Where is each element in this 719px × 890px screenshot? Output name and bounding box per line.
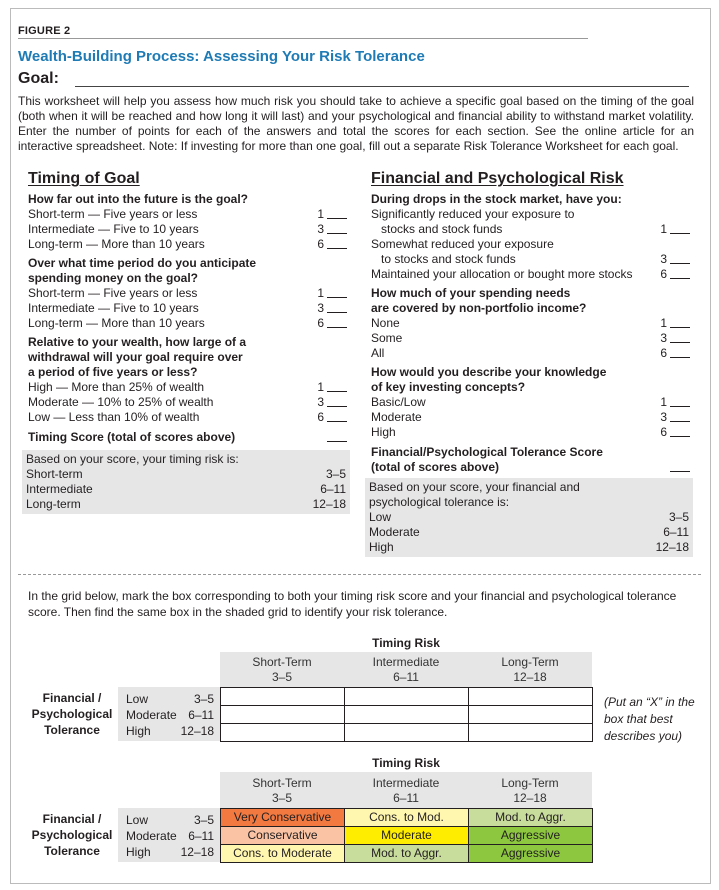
grid1-row-title: Financial / Psychological Tolerance (31, 691, 113, 737)
grid2-row-title: Financial / Psychological Tolerance (31, 812, 113, 858)
points-blank (327, 396, 347, 407)
answer-row[interactable]: High 6 (371, 425, 690, 440)
grid1-row-low: Low 3–5 (126, 692, 214, 706)
points-blank (670, 253, 690, 264)
blank-cell[interactable] (220, 723, 345, 742)
answer-row[interactable]: Moderate 3 (371, 410, 690, 425)
grid1-timing-title: Timing Risk (372, 636, 440, 650)
grid1-row-moderate: Moderate 6–11 (126, 708, 214, 722)
financial-score-row[interactable]: Financial/Psychological Tolerance Score (total of scores above) (371, 445, 690, 475)
grid1-col-short: Short-Term 3–5 (252, 655, 312, 684)
blank-cell[interactable] (344, 705, 469, 724)
points-blank (327, 381, 347, 392)
points-blank (327, 223, 347, 234)
financial-q3: How would you describe your knowledge of key investing concepts? (371, 365, 607, 394)
timing-q2: Over what time period do you anticipate spending money on the goal? (28, 256, 257, 285)
points-blank (327, 238, 347, 249)
points-blank (670, 317, 690, 328)
blank-cell[interactable] (344, 687, 469, 706)
grid2-timing-title: Timing Risk (372, 756, 440, 770)
timing-q1: How far out into the future is the goal? (28, 192, 248, 206)
result-cell: Aggressive (468, 826, 593, 845)
points-blank (670, 347, 690, 358)
points-blank (327, 431, 347, 442)
grid2-col-short: Short-Term 3–5 (252, 776, 312, 805)
points-blank (327, 317, 347, 328)
grid2-row-moderate: Moderate 6–11 (126, 829, 214, 843)
answer-row[interactable]: High — More than 25% of wealth 1 (28, 380, 347, 395)
grid1-row-high: High 12–18 (126, 724, 214, 738)
financial-q2: How much of your spending needs are covered by non-portfolio income? (371, 286, 587, 315)
points-blank (670, 268, 690, 279)
timing-section (28, 170, 347, 514)
answer-row[interactable]: to stocks and stock funds 3 (371, 252, 690, 267)
points-blank (670, 426, 690, 437)
answer-row[interactable]: Moderate — 10% to 25% of wealth 3 (28, 395, 347, 410)
grid2-col-inter: Intermediate 6–11 (372, 776, 440, 805)
grid2-col-long: Long-Term 12–18 (501, 776, 559, 805)
answer-row[interactable]: stocks and stock funds 1 (371, 222, 690, 237)
timing-score-box: Based on your score, your timing risk is: Short-term 3–5 Intermediate 6–11 Long-term 12–18 (22, 450, 350, 514)
result-cell: Cons. to Moderate (220, 844, 345, 863)
goal-label: Goal: (18, 70, 59, 87)
answer-row[interactable]: Intermediate — Five to 10 years 3 (28, 301, 347, 316)
answer-row[interactable]: Short-term — Five years or less 1 (28, 286, 347, 301)
answer-row[interactable]: Short-term — Five years or less 1 (28, 207, 347, 222)
points-blank (670, 411, 690, 422)
blank-cell[interactable] (344, 723, 469, 742)
grid2-row-high: High 12–18 (126, 845, 214, 859)
points-blank (327, 411, 347, 422)
points-blank (327, 302, 347, 313)
answer-row[interactable]: Some 3 (371, 331, 690, 346)
grid2-row-low: Low 3–5 (126, 813, 214, 827)
financial-q1: During drops in the stock market, have you: (371, 192, 622, 206)
timing-heading: Timing of Goal (28, 170, 140, 187)
result-cell: Mod. to Aggr. (344, 844, 469, 863)
answer-row[interactable]: Intermediate — Five to 10 years 3 (28, 222, 347, 237)
answer-row[interactable]: Low — Less than 10% of wealth 6 (28, 410, 347, 425)
answer-row[interactable]: All 6 (371, 346, 690, 361)
result-cell: Conservative (220, 826, 345, 845)
blank-cell[interactable] (220, 705, 345, 724)
financial-section: Financial and Psychological Risk During drops in the stock market, have you: Significantly reduced your exposure to stocks and stock funds 1 Somewhat reduced your exposure to stocks and stock funds 3 Maintained your allocation or bought more stocks 6 How much of your spending needs are covered by non-portfolio income? None 1 Some 3 All 6 How would you describe your knowledge of key investing concepts? Basic/Low 1 Moderate 3 High 6 Financial/Psychological Tolerance Score (total of scores above) Based on your score, your financial and psychological tolerance is: Low 3–5 Moderate 6–11 High 12–18 (371, 170, 690, 557)
grid1-col-inter: Intermediate 6–11 (372, 655, 440, 684)
answer-row[interactable]: Maintained your allocation or bought more stocks 6 (371, 267, 690, 282)
timing-score-row[interactable]: Timing Score (total of scores above) (28, 430, 347, 448)
points-blank (327, 208, 347, 219)
result-cell: Very Conservative (220, 808, 345, 827)
answer-row[interactable]: Basic/Low 1 (371, 395, 690, 410)
result-cell: Moderate (344, 826, 469, 845)
result-cell: Cons. to Mod. (344, 808, 469, 827)
points-blank (670, 396, 690, 407)
answer-row[interactable]: Long-term — More than 10 years 6 (28, 316, 347, 331)
grid1-col-long: Long-Term 12–18 (501, 655, 559, 684)
answer-row[interactable]: Long-term — More than 10 years 6 (28, 237, 347, 252)
result-cell: Mod. to Aggr. (468, 808, 593, 827)
financial-heading: Financial and Psychological Risk (371, 170, 624, 187)
grid-instructions: In the grid below, mark the box corresponding to both your timing risk score and your financial and psychological tolerance score. Then find the same box in the shaded grid to identify your risk tolerance. (28, 589, 677, 619)
timing-q3: Relative to your wealth, how large of a withdrawal will your goal require over a period of five years or less? (28, 335, 247, 379)
intro-paragraph: This worksheet will help you assess how much risk you should take to achieve a specific goal based on the timing of the goal (both when it will be reached and how long it will last) and your psychological and financial ability to withstand market volatility. Enter the number of points for each of the answers and total the scores for each section. See the online article for an interactive spreadsheet. Note: If investing for more than one goal, fill out a separate Risk Tolerance Worksheet for each goal. (18, 94, 694, 153)
blank-cell[interactable] (468, 705, 593, 724)
section-divider (18, 574, 701, 575)
points-blank (670, 332, 690, 343)
blank-cell[interactable] (468, 687, 593, 706)
blank-cell[interactable] (220, 687, 345, 706)
grid1-note: (Put an “X” in the box that best describes you) (604, 695, 695, 743)
blank-cell[interactable] (468, 723, 593, 742)
figure-label: FIGURE 2 (18, 25, 588, 39)
goal-input-line[interactable] (75, 86, 689, 87)
points-blank (327, 287, 347, 298)
result-cell: Aggressive (468, 844, 593, 863)
financial-score-box: Based on your score, your financial and psychological tolerance is: Low 3–5 Moderate 6–11 High 12–18 (365, 478, 693, 557)
answer-row[interactable]: None 1 (371, 316, 690, 331)
points-blank (670, 461, 690, 472)
page-title: Wealth-Building Process: Assessing Your Risk Tolerance (18, 48, 425, 65)
points-blank (670, 223, 690, 234)
